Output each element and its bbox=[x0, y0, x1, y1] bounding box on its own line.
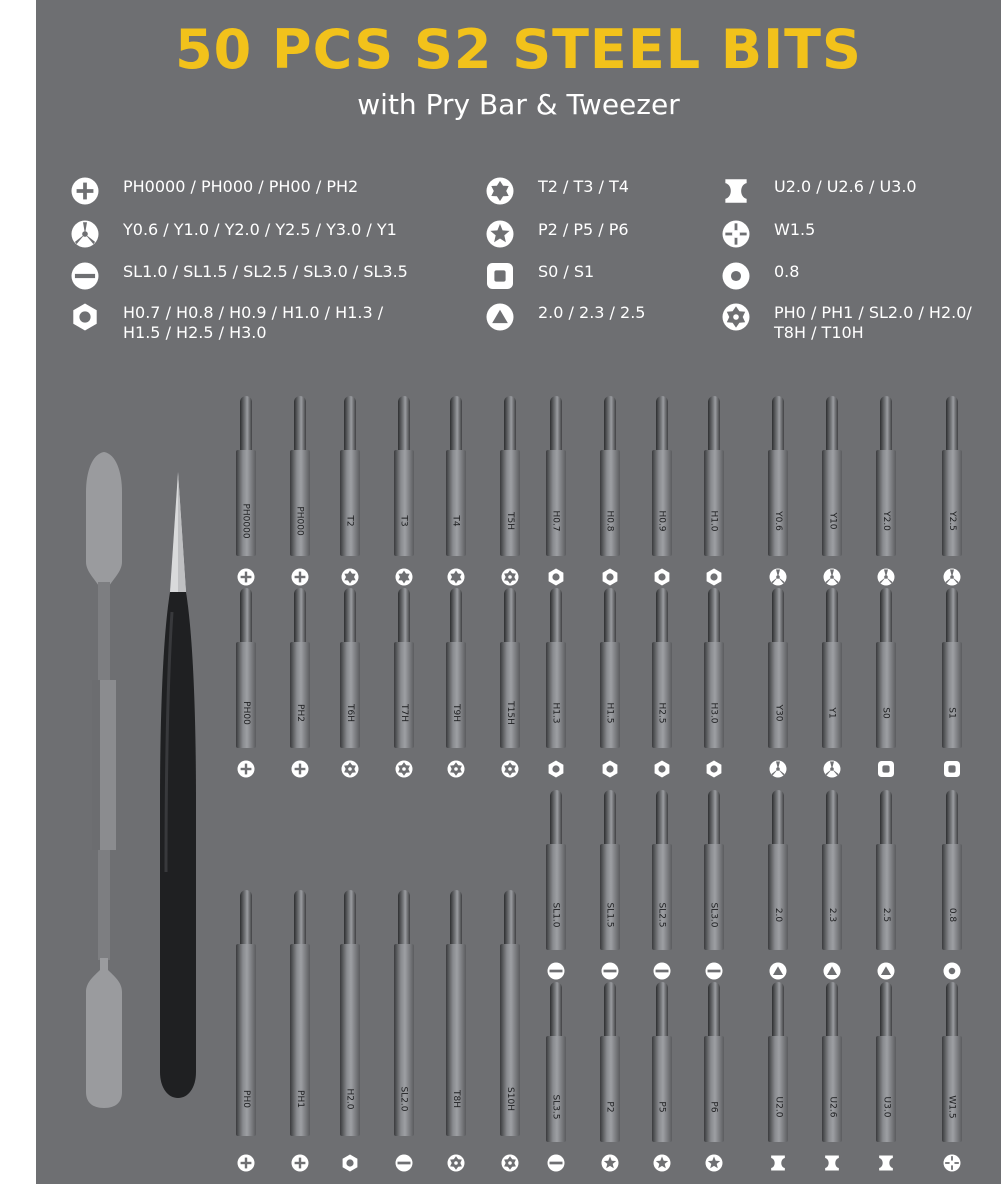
bit-label: T6H bbox=[345, 704, 355, 722]
bit bbox=[286, 890, 314, 1142]
slotted-icon bbox=[601, 962, 619, 984]
bit-label: U3.0 bbox=[881, 1096, 891, 1118]
bit-label: H2.5 bbox=[657, 702, 667, 724]
legend-text: 2.0 / 2.3 / 2.5 bbox=[538, 303, 646, 322]
u-type-icon bbox=[722, 177, 762, 209]
security-icon bbox=[501, 1154, 519, 1176]
pin-icon bbox=[943, 962, 961, 984]
bit bbox=[596, 588, 624, 748]
hex-icon bbox=[547, 568, 565, 590]
bit bbox=[286, 396, 314, 556]
bit bbox=[700, 790, 728, 950]
phillips-icon bbox=[237, 1154, 255, 1176]
slotted-icon bbox=[547, 962, 565, 984]
bit-label: H1.5 bbox=[605, 702, 615, 724]
bit bbox=[596, 790, 624, 950]
tri-wing-icon bbox=[877, 568, 895, 590]
bit-label: SL1.5 bbox=[605, 902, 616, 928]
bit bbox=[596, 982, 624, 1142]
cross-icon bbox=[722, 220, 762, 252]
security-icon bbox=[722, 303, 762, 335]
legend-item bbox=[722, 262, 799, 294]
bit bbox=[938, 982, 966, 1142]
bit-label: T8H bbox=[451, 1090, 461, 1108]
legend-item bbox=[486, 177, 629, 209]
hex-icon bbox=[705, 760, 723, 782]
security-icon bbox=[447, 1154, 465, 1176]
bit-label: T7H bbox=[399, 704, 409, 722]
tri-wing-icon bbox=[71, 220, 111, 252]
page-subtitle: with Pry Bar & Tweezer bbox=[357, 88, 680, 121]
triangle-icon bbox=[486, 303, 526, 335]
legend-item bbox=[71, 177, 358, 209]
bit bbox=[232, 890, 260, 1142]
bit-label: PH1 bbox=[294, 1090, 305, 1108]
bit bbox=[938, 790, 966, 950]
hex-icon bbox=[705, 568, 723, 590]
pentalobe-icon bbox=[486, 220, 526, 252]
bit-label: 2.0 bbox=[772, 907, 783, 923]
bit bbox=[336, 588, 364, 748]
pentalobe-icon bbox=[653, 1154, 671, 1176]
tri-wing-icon bbox=[769, 568, 787, 590]
bit-label: S0 bbox=[880, 707, 891, 719]
bit bbox=[938, 396, 966, 556]
bit-label: Y1 bbox=[826, 707, 837, 719]
tri-wing-icon bbox=[943, 568, 961, 590]
phillips-icon bbox=[291, 760, 309, 782]
hex-icon bbox=[601, 760, 619, 782]
bit bbox=[764, 982, 792, 1142]
security-icon bbox=[395, 760, 413, 782]
bit bbox=[872, 790, 900, 950]
bit-label: PH000 bbox=[295, 506, 305, 536]
legend-item bbox=[71, 303, 383, 343]
tri-wing-icon bbox=[769, 760, 787, 782]
security-icon bbox=[501, 760, 519, 782]
legend-item bbox=[722, 177, 917, 209]
bit bbox=[442, 396, 470, 556]
bit-label: W1.5 bbox=[947, 1095, 957, 1119]
bit bbox=[542, 588, 570, 748]
bit-label: Y30 bbox=[772, 704, 783, 722]
tri-wing-icon bbox=[823, 568, 841, 590]
hex-icon bbox=[653, 760, 671, 782]
bit bbox=[818, 396, 846, 556]
bit-label: PH0 bbox=[240, 1090, 251, 1108]
torx-icon bbox=[341, 568, 359, 590]
bit-label: U2.6 bbox=[827, 1096, 837, 1118]
bit-label: SL2.0 bbox=[399, 1086, 410, 1112]
phillips-icon bbox=[237, 568, 255, 590]
bit bbox=[286, 588, 314, 748]
square-icon bbox=[943, 760, 961, 782]
square-icon bbox=[486, 262, 526, 294]
hex-icon bbox=[653, 568, 671, 590]
square-icon bbox=[877, 760, 895, 782]
triangle-icon bbox=[769, 962, 787, 984]
legend-item bbox=[486, 262, 594, 294]
legend-item bbox=[722, 303, 972, 343]
bit bbox=[938, 588, 966, 748]
bit-label: H0.9 bbox=[657, 510, 667, 532]
bit bbox=[700, 588, 728, 748]
bit-label: Y2.5 bbox=[947, 511, 957, 531]
legend-item bbox=[71, 220, 397, 252]
bit-label: SL2.5 bbox=[657, 902, 668, 928]
bit bbox=[700, 982, 728, 1142]
bit-label: H0.8 bbox=[605, 510, 615, 532]
hex-icon bbox=[547, 760, 565, 782]
tri-wing-icon bbox=[823, 760, 841, 782]
bit-label: 0.8 bbox=[946, 907, 957, 923]
u-type-icon bbox=[877, 1154, 895, 1176]
bit-label: T9H bbox=[451, 704, 461, 722]
hex-icon bbox=[601, 568, 619, 590]
bit-label: Y0.6 bbox=[773, 511, 783, 531]
bit-label: P2 bbox=[605, 1101, 615, 1113]
slotted-icon bbox=[547, 1154, 565, 1176]
legend-text: Y0.6 / Y1.0 / Y2.0 / Y2.5 / Y3.0 / Y1 bbox=[123, 220, 397, 239]
triangle-icon bbox=[823, 962, 841, 984]
bit-label: SL1.0 bbox=[551, 902, 562, 928]
torx-icon bbox=[447, 568, 465, 590]
bit bbox=[336, 396, 364, 556]
bit-label: T5H bbox=[505, 512, 515, 530]
bit bbox=[648, 588, 676, 748]
bit bbox=[336, 890, 364, 1142]
phillips-icon bbox=[71, 177, 111, 209]
legend-text: PH0 / PH1 / SL2.0 / H2.0/ T8H / T10H bbox=[774, 303, 972, 342]
phillips-icon bbox=[291, 568, 309, 590]
legend-text: H0.7 / H0.8 / H0.9 / H1.0 / H1.3 / H1.5 / H2.5 / H3.0 bbox=[123, 303, 384, 342]
legend-text: P2 / P5 / P6 bbox=[538, 220, 629, 239]
legend-item bbox=[722, 220, 815, 252]
u-type-icon bbox=[769, 1154, 787, 1176]
bit bbox=[542, 982, 570, 1142]
pentalobe-icon bbox=[601, 1154, 619, 1176]
phillips-icon bbox=[291, 1154, 309, 1176]
page-title: 50 PCS S2 STEEL BITS bbox=[175, 18, 862, 81]
bit bbox=[496, 890, 524, 1142]
legend-text: T2 / T3 / T4 bbox=[538, 177, 629, 196]
bit bbox=[818, 982, 846, 1142]
bit bbox=[700, 396, 728, 556]
slotted-icon bbox=[705, 962, 723, 984]
slotted-icon bbox=[395, 1154, 413, 1176]
bit-label: S1 bbox=[946, 707, 957, 719]
bit bbox=[496, 588, 524, 748]
bit bbox=[648, 396, 676, 556]
bit-label: T15H bbox=[505, 701, 515, 725]
bit-label: 2.5 bbox=[880, 907, 891, 923]
bit-label: T2 bbox=[344, 515, 355, 527]
torx-icon bbox=[395, 568, 413, 590]
u-type-icon bbox=[823, 1154, 841, 1176]
bit bbox=[872, 396, 900, 556]
security-icon bbox=[447, 760, 465, 782]
bit bbox=[390, 396, 418, 556]
bit bbox=[390, 588, 418, 748]
bit-label: U2.0 bbox=[773, 1096, 783, 1118]
legend-text: PH0000 / PH000 / PH00 / PH2 bbox=[123, 177, 359, 196]
product-image bbox=[36, 0, 1001, 1184]
bit bbox=[648, 790, 676, 950]
triangle-icon bbox=[877, 962, 895, 984]
bit-label: PH2 bbox=[294, 704, 305, 722]
legend-text: 0.8 bbox=[774, 262, 800, 281]
bit-label: PH00 bbox=[241, 701, 251, 725]
bit bbox=[442, 588, 470, 748]
bit-label: P6 bbox=[709, 1101, 719, 1113]
slotted-icon bbox=[653, 962, 671, 984]
legend-text: U2.0 / U2.6 / U3.0 bbox=[774, 177, 917, 196]
bit-label: PH0000 bbox=[241, 503, 252, 539]
bit bbox=[390, 890, 418, 1142]
security-icon bbox=[501, 568, 519, 590]
bit bbox=[232, 396, 260, 556]
bit bbox=[872, 588, 900, 748]
bit-label: Y10 bbox=[826, 512, 837, 530]
legend-item bbox=[486, 303, 645, 335]
bit bbox=[496, 396, 524, 556]
legend-text: S0 / S1 bbox=[538, 262, 595, 281]
bit-label: H2.0 bbox=[345, 1088, 355, 1110]
bit-label: H3.0 bbox=[709, 702, 719, 724]
bit bbox=[442, 890, 470, 1142]
pin-icon bbox=[722, 262, 762, 294]
bit bbox=[232, 588, 260, 748]
torx-icon bbox=[486, 177, 526, 209]
hex-icon bbox=[71, 303, 111, 335]
legend-text: W1.5 bbox=[774, 220, 816, 239]
phillips-icon bbox=[237, 760, 255, 782]
pry-bar bbox=[82, 452, 126, 1108]
bit bbox=[872, 982, 900, 1142]
bit-label: H1.3 bbox=[551, 702, 561, 724]
bit bbox=[764, 588, 792, 748]
bit-label: S10H bbox=[505, 1087, 515, 1111]
bit bbox=[764, 790, 792, 950]
bit-label: T4 bbox=[450, 515, 461, 527]
legend-item bbox=[486, 220, 629, 252]
legend-item bbox=[71, 262, 408, 294]
bit-label: H1.0 bbox=[709, 510, 719, 532]
bit bbox=[542, 790, 570, 950]
bit-label: H0.7 bbox=[551, 510, 561, 532]
bit-label: 2.3 bbox=[826, 907, 837, 923]
pentalobe-icon bbox=[705, 1154, 723, 1176]
bit bbox=[542, 396, 570, 556]
security-icon bbox=[341, 760, 359, 782]
bit-label: T3 bbox=[398, 515, 409, 527]
bit bbox=[818, 588, 846, 748]
bit bbox=[596, 396, 624, 556]
cross-icon bbox=[943, 1154, 961, 1176]
bit bbox=[764, 396, 792, 556]
bit-label: Y2.0 bbox=[881, 511, 891, 531]
hex-icon bbox=[341, 1154, 359, 1176]
tweezer bbox=[156, 472, 200, 1098]
bit-label: SL3.0 bbox=[709, 902, 720, 928]
bit-label: P5 bbox=[657, 1101, 667, 1113]
slotted-icon bbox=[71, 262, 111, 294]
bit bbox=[648, 982, 676, 1142]
bit bbox=[818, 790, 846, 950]
legend-text: SL1.0 / SL1.5 / SL2.5 / SL3.0 / SL3.5 bbox=[123, 262, 408, 281]
bit-label: SL3.5 bbox=[551, 1094, 562, 1120]
